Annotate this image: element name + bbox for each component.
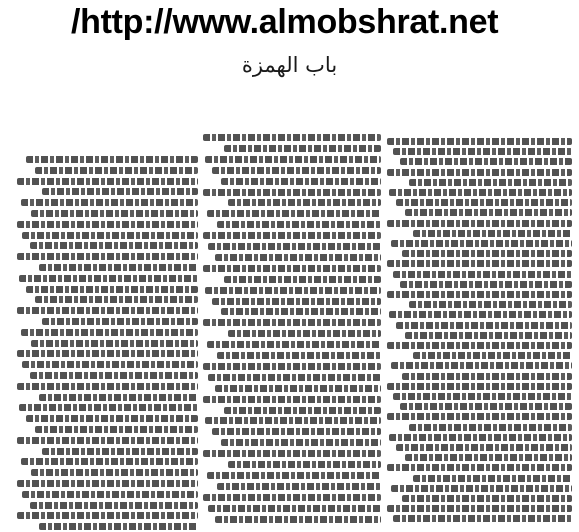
text-line xyxy=(205,287,381,294)
text-line xyxy=(26,286,198,293)
text-line xyxy=(31,210,198,217)
text-line xyxy=(387,383,572,390)
text-line xyxy=(203,189,381,196)
text-line xyxy=(224,407,381,414)
text-line xyxy=(203,265,381,272)
text-line xyxy=(405,454,572,461)
text-line xyxy=(21,199,198,206)
text-line xyxy=(389,311,572,318)
text-line xyxy=(409,424,572,431)
site-url: /http://www.almobshrat.net xyxy=(71,3,499,41)
text-line xyxy=(22,361,198,368)
text-line xyxy=(387,291,572,298)
text-line xyxy=(409,301,572,308)
text-line xyxy=(396,444,572,451)
text-line xyxy=(228,199,381,206)
text-line xyxy=(203,134,381,141)
text-line xyxy=(21,329,198,336)
text-line xyxy=(17,512,198,519)
text-line xyxy=(212,298,381,305)
text-line xyxy=(17,383,198,390)
text-line xyxy=(402,495,572,502)
text-line xyxy=(207,341,381,348)
text-line xyxy=(396,322,572,329)
text-line xyxy=(217,352,381,359)
text-line xyxy=(42,318,198,325)
text-line xyxy=(208,243,381,250)
text-line xyxy=(215,254,381,261)
text-line xyxy=(387,505,572,512)
text-line xyxy=(387,220,572,227)
text-line xyxy=(212,428,381,435)
text-column-middle xyxy=(203,134,381,532)
text-line xyxy=(35,296,198,303)
text-line xyxy=(203,450,381,457)
text-column-right xyxy=(387,134,572,532)
text-line xyxy=(402,373,572,380)
text-line xyxy=(413,475,572,482)
text-line xyxy=(207,210,381,217)
text-line xyxy=(224,276,381,283)
text-line xyxy=(215,516,381,523)
text-line xyxy=(203,319,381,326)
text-line xyxy=(413,352,572,359)
text-line xyxy=(387,413,572,420)
section-title: باب الهمزة xyxy=(241,53,338,77)
text-line xyxy=(217,221,381,228)
text-line xyxy=(224,145,381,152)
text-line xyxy=(203,494,381,501)
text-line xyxy=(391,362,572,369)
text-line xyxy=(17,221,198,228)
text-line xyxy=(387,464,572,471)
text-line xyxy=(22,232,198,239)
text-line xyxy=(205,417,381,424)
text-line xyxy=(17,307,198,314)
text-line xyxy=(17,437,198,444)
text-line xyxy=(39,523,198,530)
text-line xyxy=(217,483,381,490)
text-line xyxy=(228,330,381,337)
text-line xyxy=(208,505,381,512)
text-line xyxy=(22,491,198,498)
text-line xyxy=(39,394,198,401)
text-line xyxy=(221,178,381,185)
text-line xyxy=(393,393,572,400)
text-line xyxy=(389,434,572,441)
text-line xyxy=(228,461,381,468)
text-line xyxy=(413,230,572,237)
text-line xyxy=(203,232,381,239)
text-line xyxy=(387,260,572,267)
text-line xyxy=(17,350,198,357)
text-line xyxy=(405,332,572,339)
text-column-left xyxy=(17,134,198,532)
text-line xyxy=(396,199,572,206)
text-line xyxy=(389,189,572,196)
text-line xyxy=(17,480,198,487)
text-line xyxy=(208,374,381,381)
text-line xyxy=(17,178,198,185)
text-line xyxy=(203,396,381,403)
text-line xyxy=(39,264,198,271)
text-line xyxy=(221,439,381,446)
text-line xyxy=(391,240,572,247)
text-line xyxy=(30,372,198,379)
text-line xyxy=(26,156,198,163)
text-line xyxy=(400,281,572,288)
text-line xyxy=(205,156,381,163)
text-line xyxy=(391,485,572,492)
text-line xyxy=(19,275,198,282)
text-line xyxy=(42,188,198,195)
text-line xyxy=(409,179,572,186)
text-line xyxy=(405,209,572,216)
text-line xyxy=(31,340,198,347)
text-line xyxy=(215,385,381,392)
text-line xyxy=(30,502,198,509)
text-line xyxy=(203,363,381,370)
text-line xyxy=(393,515,572,522)
text-line xyxy=(17,253,198,260)
text-line xyxy=(42,448,198,455)
text-line xyxy=(207,472,381,479)
text-line xyxy=(35,426,198,433)
text-line xyxy=(26,415,198,422)
text-line xyxy=(387,169,572,176)
text-line xyxy=(400,403,572,410)
text-line xyxy=(21,458,198,465)
text-line xyxy=(400,158,572,165)
text-line xyxy=(30,242,198,249)
text-line xyxy=(35,167,198,174)
text-line xyxy=(212,167,381,174)
text-line xyxy=(221,308,381,315)
text-line xyxy=(31,469,198,476)
text-line xyxy=(387,342,572,349)
text-line xyxy=(19,404,198,411)
text-line xyxy=(393,271,572,278)
text-line xyxy=(402,250,572,257)
text-line xyxy=(387,138,572,145)
text-line xyxy=(393,148,572,155)
